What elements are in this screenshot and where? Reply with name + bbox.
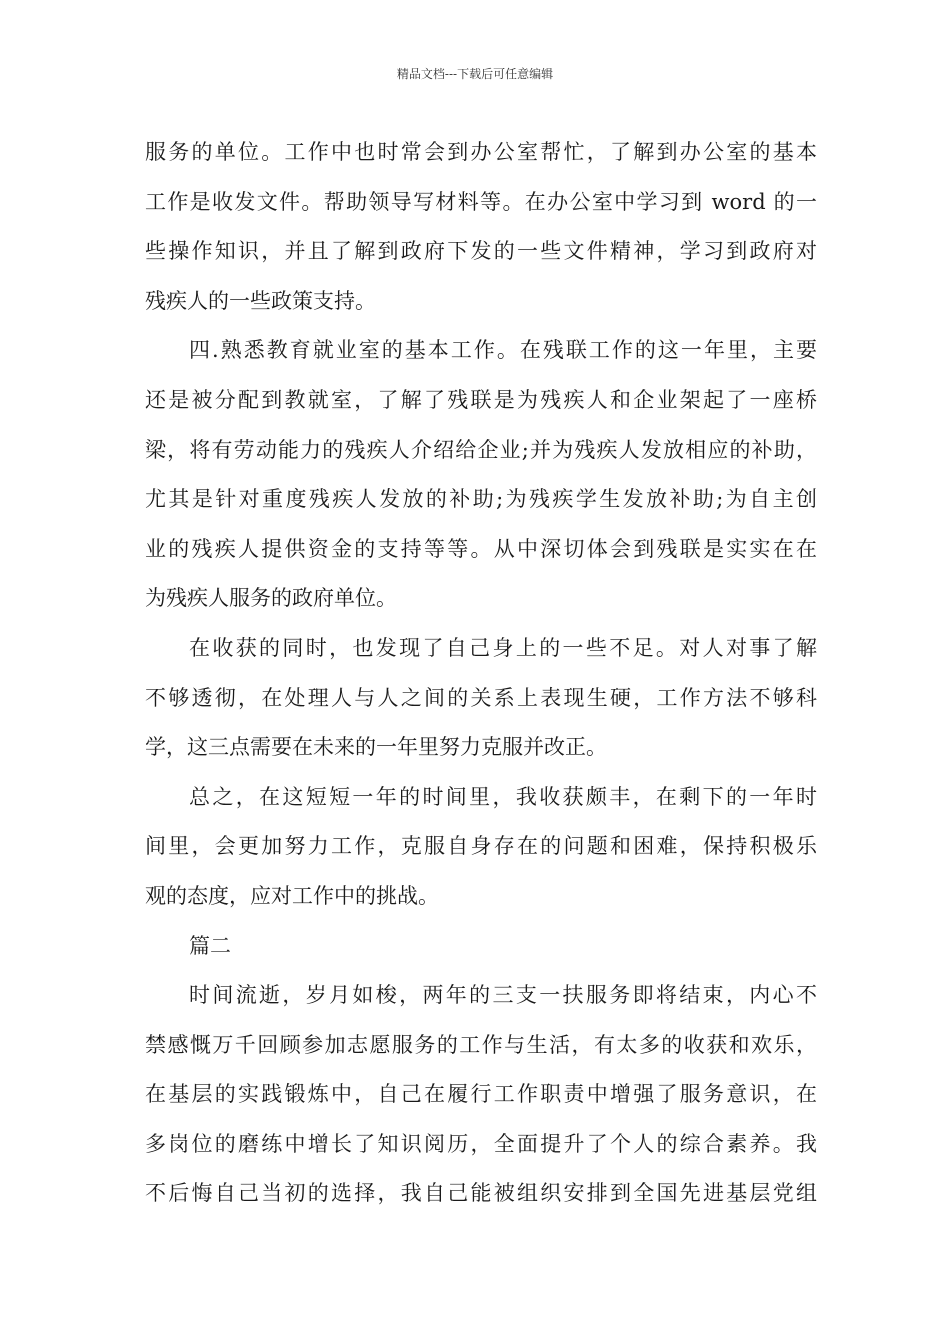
text-line: 些操作知识，并且了解到政府下发的一些文件精神，学习到政府对 bbox=[145, 239, 817, 264]
text-line: 不后悔自己当初的选择，我自己能被组织安排到全国先进基层党组 bbox=[145, 1181, 817, 1206]
text-line: 服务的单位。工作中也时常会到办公室帮忙，了解到办公室的基本 bbox=[145, 140, 817, 164]
page-header: 精品文档---下载后可任意编辑 bbox=[396, 67, 554, 81]
text-line: 观的态度，应对工作中的挑战。 bbox=[145, 883, 439, 908]
text-line: 尤其是针对重度残疾人发放的补助;为残疾学生发放补助;为自主创 bbox=[145, 487, 817, 512]
text-line: 还是被分配到教就室，了解了残联是为残疾人和企业架起了一座桥 bbox=[145, 387, 817, 412]
text-line: 业的残疾人提供资金的支持等等。从中深切体会到残联是实实在在 bbox=[145, 536, 817, 561]
text-line: 篇二 bbox=[189, 933, 231, 958]
text-line: 总之，在这短短一年的时间里，我收获颇丰，在剩下的一年时 bbox=[189, 784, 817, 809]
text-line: 多岗位的磨练中增长了知识阅历，全面提升了个人的综合素养。我 bbox=[145, 1131, 817, 1156]
text-line: 禁感慨万千回顾参加志愿服务的工作与生活，有太多的收获和欢乐， bbox=[145, 1032, 817, 1057]
text-line: 梁，将有劳动能力的残疾人介绍给企业;并为残疾人发放相应的补助， bbox=[145, 437, 817, 462]
text-line: 在收获的同时，也发现了自己身上的一些不足。对人对事了解 bbox=[189, 635, 817, 660]
text-line: 工作是收发文件。帮助领导写材料等。在办公室中学习到 word 的一 bbox=[145, 189, 817, 214]
text-line: 不够透彻，在处理人与人之间的关系上表现生硬，工作方法不够科 bbox=[145, 685, 817, 710]
text-line: 学，这三点需要在未来的一年里努力克服并改正。 bbox=[145, 735, 607, 760]
text-line: 在基层的实践锻炼中，自己在履行工作职责中增强了服务意识，在 bbox=[145, 1082, 817, 1107]
document-body bbox=[145, 128, 817, 1219]
text-line: 间里，会更加努力工作，克服自身存在的问题和困难，保持积极乐 bbox=[145, 834, 817, 859]
text-line: 为残疾人服务的政府单位。 bbox=[145, 586, 397, 611]
text-line: 残疾人的一些政策支持。 bbox=[145, 288, 376, 313]
text-line: 时间流逝，岁月如梭，两年的三支一扶服务即将结束，内心不 bbox=[189, 983, 817, 1008]
text-line: 四.熟悉教育就业室的基本工作。在残联工作的这一年里，主要 bbox=[189, 338, 817, 363]
